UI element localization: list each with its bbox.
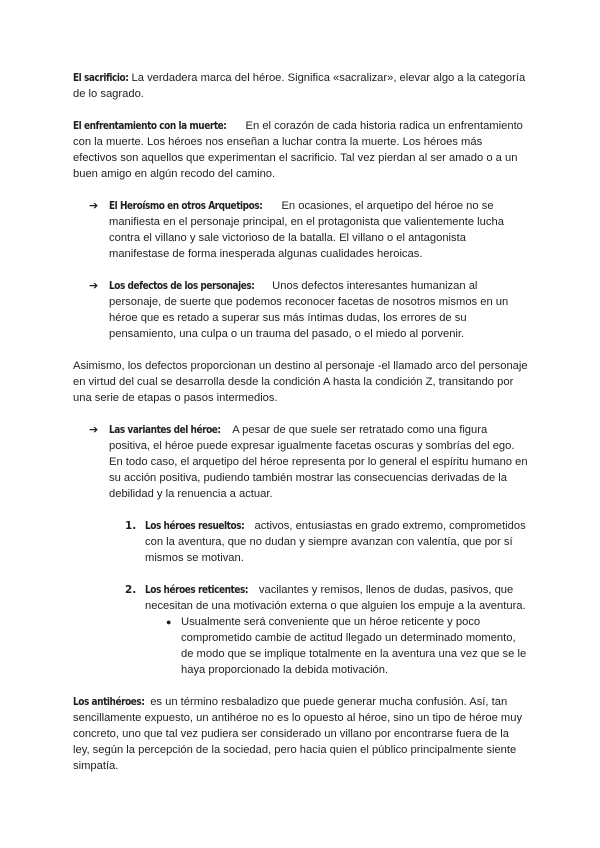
term-reticentes: Los héroes reticentes:: [145, 584, 249, 596]
term-sacrificio: El sacrificio:: [73, 72, 129, 84]
list-item-defectos: [89, 278, 528, 342]
paragraph-enfrentamiento-muerte: [73, 118, 528, 182]
term-defectos: Los defectos de los personajes:: [109, 280, 255, 292]
term-variantes: Las variantes del héroe:: [109, 424, 221, 436]
sub-item-reticentes: [166, 614, 528, 678]
list-number: 2.: [125, 584, 137, 596]
text-resueltos: activos, entusiastas en grado extremo, comprometidos con la aventura, que no dudan y siempre avanzan con valentía, que por sí mismos se motivan.: [145, 520, 526, 564]
list-item-heroismo: [89, 198, 528, 262]
text-variantes: A pesar de que suele ser retratado como una figura positiva, el héroe puede expresar igualmente facetas oscuras y sombrías del ego. En todo caso, el arquetipo del héroe representa por lo general el espíritu humano en su acción positiva, pudiendo también mostrar las consecuencias derivadas de la debilidad y la renuencia a actuar.: [109, 424, 528, 500]
text-defectos: Unos defectos interesantes humanizan al personaje, de suerte que podemos reconocer facetas de nosotros mismos en un héroe que es retado a superar sus más íntimas dudas, los errores de su pensamiento, una culpa o un trauma del pasado, o el miedo al porvenir.: [109, 280, 509, 340]
arrow-bullet-icon: ➔: [89, 199, 99, 212]
text-antiheroes: es un término resbaladizo que puede generar mucha confusión. Así, tan sencillamente expuesto, un antihéroe no es lo opuesto al héroe, sino un tipo de héroe muy concreto, uno que tal vez pudiera ser considerado un villano por encontrarse fuera de la ley, según la percepción de la sociedad, pero hacia quien el público principalmente siente simpatía.: [73, 696, 523, 772]
text-reticentes-sub: Usualmente será conveniente que un héroe reticente y poco comprometido cambie de actitud llegado un determinado momento, de modo que se implique totalmente en la aventura una vez que se le haya proporcionado la debida motivación.: [181, 616, 527, 676]
list-number: 1.: [125, 520, 137, 532]
numbered-item-resueltos: [125, 518, 528, 566]
term-heroismo: El Heroísmo en otros Arquetipos:: [109, 200, 263, 212]
numbered-item-reticentes: [125, 582, 528, 678]
text-enfrentamiento-muerte: En el corazón de cada historia radica un enfrentamiento con la muerte. Los héroes nos enseñan a luchar contra la muerte. Los héroes más efectivos son aquellos que experimentan el sacrificio. Tal vez pierdan al ser amado o a un buen amigo en algún recodo del camino.: [73, 120, 523, 180]
term-resueltos: Los héroes resueltos:: [145, 520, 245, 532]
term-antiheroes: Los antihéroes:: [73, 696, 145, 708]
paragraph-asimismo: [73, 358, 528, 406]
term-enfrentamiento-muerte: El enfrentamiento con la muerte:: [73, 120, 227, 132]
paragraph-sacrificio: [73, 70, 528, 102]
list-item-variantes: [89, 422, 528, 502]
text-asimismo: Asimismo, los defectos proporcionan un destino al personaje -el llamado arco del personaje en virtud del cual se desarrolla desde la condición A hasta la condición Z, transitando por una serie de etapas o pasos intermedios.: [73, 360, 528, 404]
arrow-bullet-icon: ➔: [89, 279, 99, 292]
arrow-bullet-icon: ➔: [89, 423, 99, 436]
text-sacrificio: La verdadera marca del héroe. Significa «sacralizar», elevar algo a la categoría de lo sagrado.: [73, 72, 526, 100]
paragraph-antiheroes: [73, 694, 528, 774]
text-reticentes: vacilantes y remisos, llenos de dudas, pasivos, que necesitan de una motivación externa o que alguien los empuje a la aventura.: [145, 584, 526, 612]
text-heroismo: En ocasiones, el arquetipo del héroe no se manifiesta en el personaje principal, en el protagonista que valientemente lucha contra el villano y sale victorioso de la batalla. El villano o el antagonista manifestase de forma inesperada algunas cualidades heroicas.: [109, 200, 504, 260]
dot-bullet-icon: ●: [166, 617, 172, 627]
